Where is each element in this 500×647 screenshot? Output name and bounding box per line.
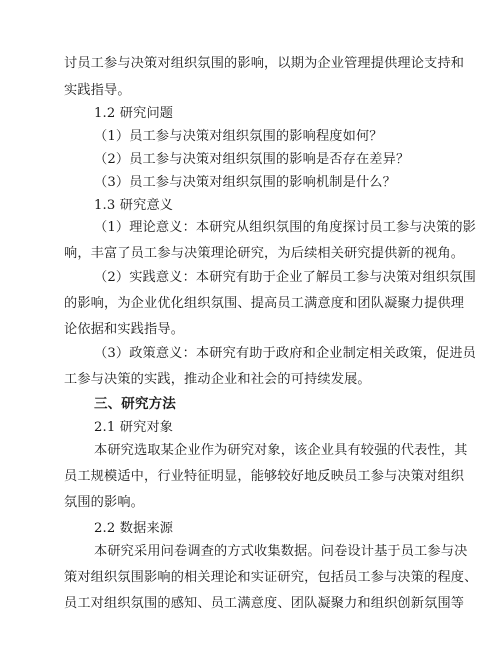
chapter-heading-research-methods: 三、研究方法 bbox=[94, 396, 176, 412]
intro-line-1: 讨员工参与决策对组织氛围的影响，以期为企业管理提供理论支持和 bbox=[64, 56, 465, 71]
policy-significance-line-2: 工参与决策的实践，推动企业和社会的可持续发展。 bbox=[64, 372, 371, 387]
research-object-line-3: 氛围的影响。 bbox=[64, 495, 145, 510]
data-source-line-1: 本研究采用问卷调查的方式收集数据。问卷设计基于员工参与决 bbox=[94, 544, 468, 559]
research-object-line-1: 本研究选取某企业作为研究对象，该企业具有较强的代表性，其 bbox=[94, 443, 468, 458]
question-item-2: （2）员工参与决策对组织氛围的影响是否存在差异？ bbox=[94, 152, 410, 167]
data-source-line-3: 员工对组织氛围的感知、员工满意度、团队凝聚力和组织创新氛围等 bbox=[64, 596, 465, 611]
intro-line-2: 实践指导。 bbox=[64, 83, 131, 98]
question-item-3: （3）员工参与决策对组织氛围的影响机制是什么？ bbox=[94, 175, 396, 190]
theory-significance-line-1: （1）理论意义：本研究从组织氛围的角度探讨员工参与决策的影 bbox=[94, 220, 476, 235]
practice-significance-line-2: 的影响，为企业优化组织氛围、提高员工满意度和团队凝聚力提供理 bbox=[64, 296, 465, 311]
section-heading-data-source: 2.2 数据来源 bbox=[94, 521, 174, 536]
research-object-line-2: 员工规模适中，行业特征明显，能够较好地反映员工参与决策对组织 bbox=[64, 469, 465, 484]
practice-significance-line-1: （2）实践意义：本研究有助于企业了解员工参与决策对组织氛围 bbox=[94, 270, 476, 285]
section-heading-research-significance: 1.3 研究意义 bbox=[94, 198, 174, 213]
question-item-1: （1）员工参与决策对组织氛围的影响程度如何？ bbox=[94, 129, 383, 144]
practice-significance-line-3: 论依据和实践指导。 bbox=[64, 322, 185, 337]
data-source-line-2: 策对组织氛围影响的相关理论和实证研究，包括员工参与决策的程度、 bbox=[64, 570, 478, 585]
policy-significance-line-1: （3）政策意义：本研究有助于政府和企业制定相关政策，促进员 bbox=[94, 346, 476, 361]
section-heading-research-questions: 1.2 研究问题 bbox=[94, 106, 174, 121]
theory-significance-line-2: 响，丰富了员工参与决策理论研究，为后续相关研究提供新的视角。 bbox=[64, 246, 465, 261]
section-heading-research-object: 2.1 研究对象 bbox=[94, 420, 174, 435]
